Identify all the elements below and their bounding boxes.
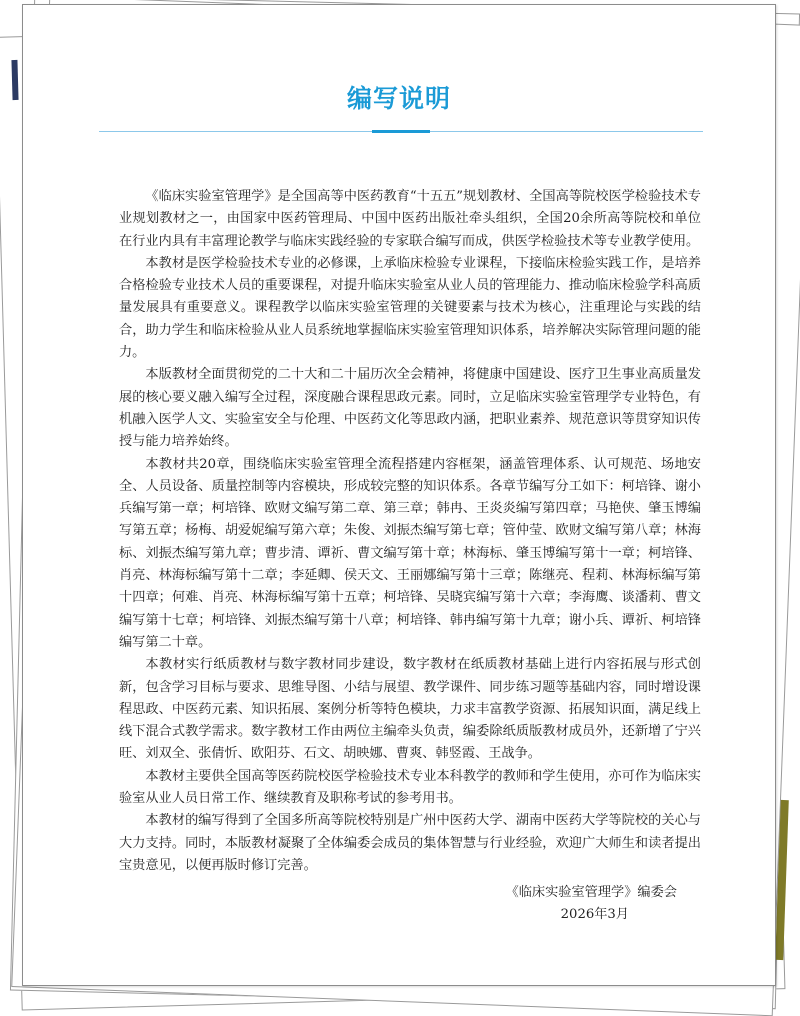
paragraph: 本版教材全面贯彻党的二十大和二十届历次全会精神，将健康中国建设、医疗卫生事业高质量发展的核心要义融入编写全过程，深度融合课程思政元素。同时，立足临床实验室管理学专业特色，有机融入医学人文、实验室安全与伦理、中医药文化等思政内涵，把职业素养、规范意识等贯穿知识传授与能力培养始终。 <box>119 367 701 450</box>
paragraph: 本教材实行纸质教材与数字教材同步建设，数字教材在纸质教材基础上进行内容拓展与形式创新，包含学习目标与要求、思维导图、小结与展望、教学课件、同步练习题等基础内容，同时增设课程思政、中医药元素、知识拓展、案例分析等特色模块，力求丰富教学资源、拓展知识面，满足线上线下混合式教学需求。数字教材工作由两位主编牵头负责，编委除纸质版教材成员外，还新增了宁兴旺、刘双全、张倩忻、欧阳芬、石文、胡映娜、曹爽、韩竖霞、王战争。 <box>119 657 701 762</box>
paragraph: 《临床实验室管理学》是全国高等中医药教育“十五五”规划教材、全国高等院校医学检验技术专业规划教材之一，由国家中医药管理局、中国中医药出版社牵头组织，全国20余所高等院校和单位在行业内具有丰富理论教学与临床实践经验的专家联合编写而成，供医学检验技术等专业教学使用。 <box>119 189 701 249</box>
page-title: 编写说明 <box>346 84 451 113</box>
document-body <box>119 186 701 877</box>
paragraph: 本教材的编写得到了全国多所高等院校特别是广州中医药大学、湖南中医药大学等院校的关心与大力支持。同时，本版教材凝聚了全体编委会成员的集体智慧与行业经验，欢迎广大师生和读者提出宝贵意见，以便再版时修订完善。 <box>119 813 701 873</box>
title-divider-accent <box>372 130 430 133</box>
paragraph: 本教材共20章，围绕临床实验室管理全流程搭建内容框架，涵盖管理体系、认可规范、场地安全、人员设备、质量控制等内容模块，形成较完整的知识体系。各章节编写分工如下：柯培锋、谢小兵编写第一章；柯培锋、欧财文编写第二章、第三章；韩冉、王炎炎编写第四章；马艳侠、肇玉博编写第五章；杨梅、胡爱妮编写第六章；朱俊、刘振杰编写第七章；管仲莹、欧财文编写第八章；林海标、刘振杰编写第九章；曹步清、谭祈、曹文编写第十章；林海标、肇玉博编写第十一章；柯培锋、肖亮、林海标编写第十二章；李延卿、侯天文、王丽娜编写第十三章；陈继亮、程莉、林海标编写第十四章；何难、肖亮、林海标编写第十五章；柯培锋、吴晓宾编写第十六章；李海鹰、谈潘莉、曹文编写第十七章；柯培锋、刘振杰编写第十八章；柯培锋、韩冉编写第十九章；谢小兵、谭祈、柯培锋编写第二十章。 <box>119 456 701 650</box>
signature-block <box>506 882 677 927</box>
cover-edge <box>11 60 18 100</box>
signature: 《临床实验室管理学》编委会 <box>505 885 677 900</box>
date: 2026年3月 <box>560 907 629 923</box>
paragraph: 本教材是医学检验技术专业的必修课，上承临床检验专业课程，下接临床检验实践工作，是培养合格检验专业技术人员的重要课程，对提升临床实验室从业人员的管理能力、推动临床检验学科高质量发展具有重要意义。课程教学以临床实验室管理的关键要素与技术为核心，注重理论与实践的结合，助力学生和临床检验从业人员系统地掌握临床实验室管理知识体系，培养解决实际管理问题的能力。 <box>119 255 701 361</box>
document-page <box>22 4 776 986</box>
paragraph: 本教材主要供全国高等医药院校医学检验技术专业本科教学的教师和学生使用，亦可作为临床实验室从业人员日常工作、继续教育及职称考试的参考用书。 <box>119 768 701 807</box>
